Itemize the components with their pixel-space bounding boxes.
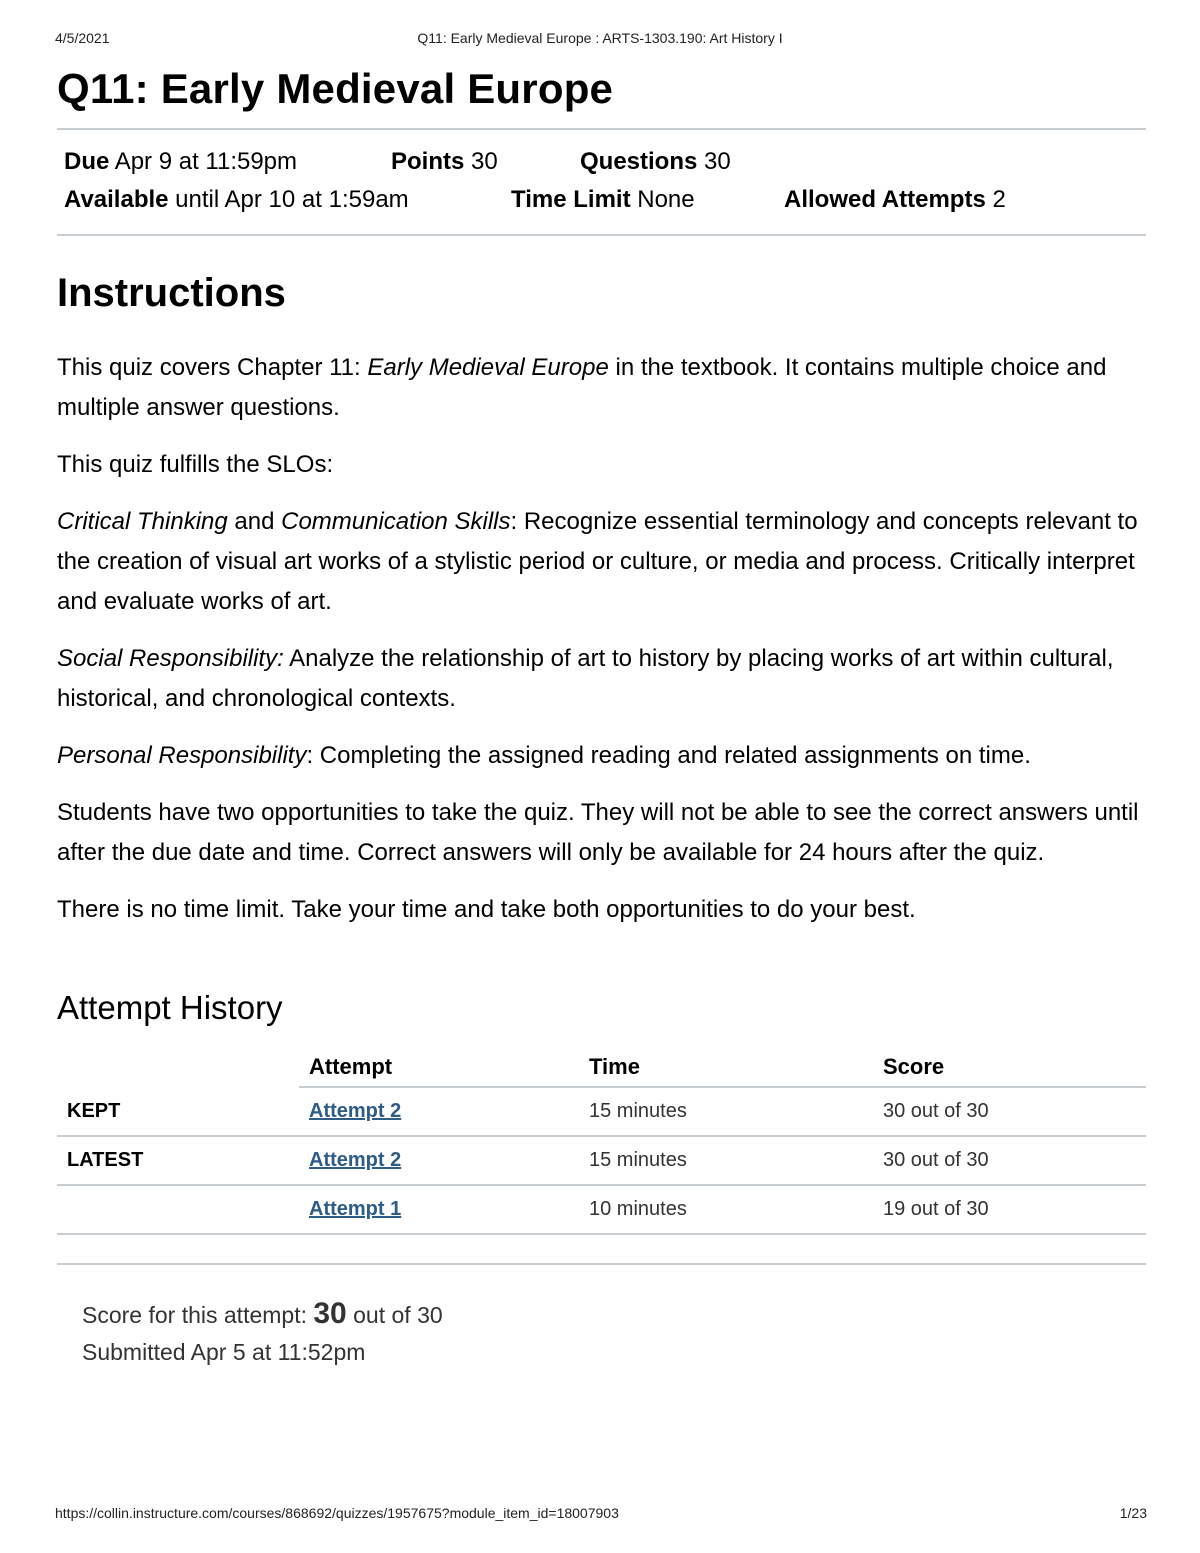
points-label: Points	[391, 148, 465, 175]
allowed-attempts-value: 2	[992, 186, 1006, 213]
score-suffix: out of 30	[346, 1302, 443, 1328]
page-number: 1/23	[1119, 1505, 1147, 1521]
table-row	[57, 1087, 1146, 1136]
score-line	[82, 1295, 1146, 1334]
attempt-cell	[299, 1185, 579, 1234]
text: in the textbook. It contains multiple choice and multiple answer questions.	[57, 354, 1107, 421]
table-header-row	[57, 1048, 1146, 1087]
attempt-history-heading: Attempt History	[57, 989, 283, 1026]
instructions-paragraph	[57, 502, 1146, 622]
time-cell: 15 minutes	[579, 1087, 873, 1136]
print-date: 4/5/2021	[55, 30, 110, 46]
table-row	[57, 1136, 1146, 1185]
time-cell: 10 minutes	[579, 1185, 873, 1234]
score-cell: 19 out of 30	[873, 1185, 1146, 1234]
attempt-link[interactable]: Attempt 2	[309, 1149, 402, 1171]
due-value: Apr 9 at 11:59pm	[114, 148, 298, 175]
text: Analyze the relationship of art to history by placing works of art within cultural, historical, and chronological contexts.	[57, 645, 1114, 712]
score-summary	[57, 1295, 1146, 1371]
attempt-link[interactable]: Attempt 2	[309, 1100, 402, 1122]
page-title: Q11: Early Medieval Europe	[57, 65, 614, 112]
attempt-cell	[299, 1087, 579, 1136]
due-detail	[64, 148, 297, 176]
print-header	[0, 30, 1200, 50]
text: : Completing the assigned reading and related assignments on time.	[306, 742, 1031, 769]
score-cell: 30 out of 30	[873, 1136, 1146, 1185]
slo-name: Communication Skills	[281, 508, 511, 535]
row-label: LATEST	[57, 1136, 299, 1185]
attempt-cell	[299, 1136, 579, 1185]
text: : Recognize essential terminology and concepts relevant to the creation of visual art works of a stylistic period or culture, or media and process. Critically interpret and evaluate works of art.	[57, 508, 1138, 615]
print-doc-title: Q11: Early Medieval Europe : ARTS-1303.190: Art History I	[417, 30, 783, 46]
attempt-link[interactable]: Attempt 1	[309, 1198, 402, 1220]
row-label	[57, 1185, 299, 1234]
quiz-details	[57, 130, 1146, 234]
header-time: Time	[579, 1048, 873, 1087]
table-row	[57, 1185, 1146, 1234]
questions-value: 30	[704, 148, 731, 175]
textbook-chapter-title: Early Medieval Europe	[367, 354, 609, 381]
instructions-paragraph: This quiz fulfills the SLOs:	[57, 451, 334, 478]
submitted-time: Submitted Apr 5 at 11:52pm	[82, 1339, 366, 1365]
instructions-body	[57, 348, 1146, 930]
divider	[57, 234, 1146, 236]
divider	[57, 1263, 1146, 1265]
instructions-paragraph: There is no time limit. Take your time and take both opportunities to do your best.	[57, 896, 916, 923]
header-attempt: Attempt	[299, 1048, 579, 1087]
row-label: KEPT	[57, 1087, 299, 1136]
instructions-paragraph	[57, 639, 1146, 719]
text: This quiz covers Chapter 11:	[57, 354, 368, 381]
print-footer	[0, 1505, 1200, 1525]
time-limit-value: None	[637, 186, 695, 213]
slo-name: Social Responsibility:	[57, 645, 284, 672]
points-value: 30	[471, 148, 498, 175]
instructions-heading: Instructions	[57, 271, 286, 315]
instructions-paragraph	[57, 348, 1146, 428]
points-detail	[391, 148, 498, 176]
instructions-paragraph	[57, 736, 1146, 776]
questions-detail	[580, 148, 731, 176]
available-label: Available	[64, 186, 169, 213]
score-value: 30	[313, 1297, 347, 1330]
attempt-history-table	[57, 1048, 1146, 1235]
due-label: Due	[64, 148, 110, 175]
time-limit-label: Time Limit	[511, 186, 631, 213]
score-cell: 30 out of 30	[873, 1087, 1146, 1136]
questions-label: Questions	[580, 148, 698, 175]
quiz-content	[57, 62, 1146, 1371]
allowed-attempts-detail	[784, 186, 1006, 214]
slo-name: Personal Responsibility	[57, 742, 307, 769]
time-limit-detail	[511, 186, 695, 214]
instructions-paragraph: Students have two opportunities to take the quiz. They will not be able to see the correct answers until after the due date and time. Correct answers will only be available for 24 hours after the quiz.	[57, 799, 1139, 866]
print-url: https://collin.instructure.com/courses/868692/quizzes/1957675?module_item_id=18007903	[55, 1505, 619, 1521]
available-detail	[64, 186, 409, 214]
allowed-attempts-label: Allowed Attempts	[784, 186, 986, 213]
score-prefix: Score for this attempt:	[82, 1302, 314, 1328]
time-cell: 15 minutes	[579, 1136, 873, 1185]
text: and	[227, 508, 282, 535]
header-score: Score	[873, 1048, 1146, 1087]
available-value: until Apr 10 at 1:59am	[175, 186, 409, 213]
slo-name: Critical Thinking	[57, 508, 228, 535]
header-blank	[57, 1048, 299, 1087]
